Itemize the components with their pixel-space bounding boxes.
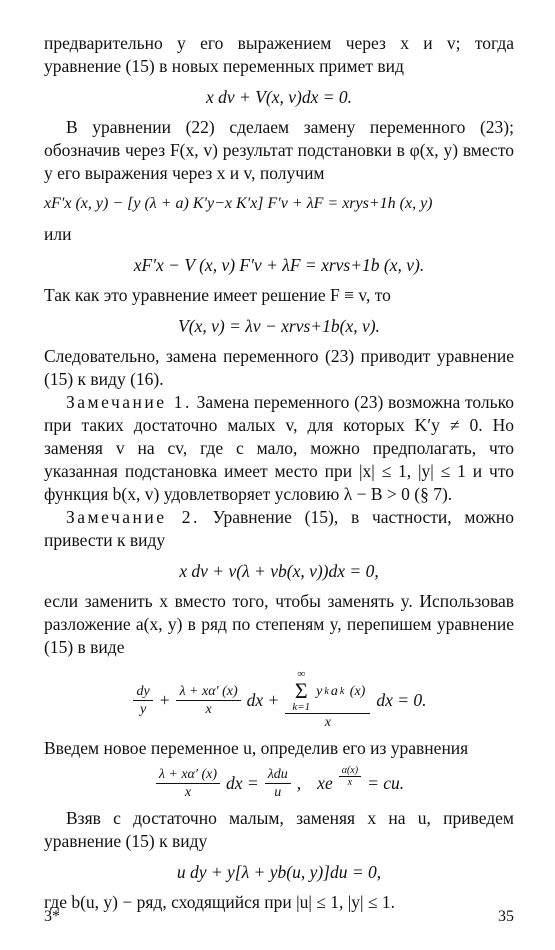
remark-1-title: Замечание 1. bbox=[66, 392, 192, 412]
equation-6: $\frac{dy}{y}$ + $\frac{\lambda + x\alpha' (x)}{x}$ dx + ∞ Σ k=1 y k a k (x) x dx = 0. bbox=[44, 669, 514, 731]
paragraph-7: Взяв c достаточно малым, заменяя x на u, приведем уравнение (15) к виду bbox=[44, 808, 514, 851]
page-number: 35 bbox=[498, 908, 514, 925]
paragraph-5: если заменить x вместо того, чтобы заменять y. Использовав разложение a(x, y) в ряд по степеням y, перепишем уравнение (15) в виде bbox=[44, 591, 514, 657]
remark-1 bbox=[44, 391, 514, 506]
remark-1-text: Замена переменного (23) возможна только при таких достаточно малых v, для которых K′y ≠ 0. Но заменяя v на cv, где c мало, можно предполагать, что указанная подстановка имеет место при |x| ≤ 1, |y| ≤ 1 и что функция b(x, v) удовлетворяет условию λ − B > 0 (§ 7). bbox=[44, 392, 514, 504]
paragraph-8: где b(u, y) − ряд, сходящийся при |u| ≤ 1, |y| ≤ 1. bbox=[44, 892, 395, 912]
remark-2-text: Уравнение (15), в частности, можно привести к виду bbox=[44, 507, 515, 550]
frac-sum: ∞ Σ k=1 y k a k (x) x bbox=[283, 669, 372, 731]
frac-du-u: $\frac{\text{λdu}}{u}$ bbox=[263, 766, 293, 801]
remark-2-title: Замечание 2. bbox=[66, 507, 200, 527]
frac-lambda: $\frac{\lambda + x\alpha' (x)}{x}$ bbox=[174, 683, 242, 718]
frac-lambda-2: $\frac{\lambda + x\alpha' (x)}{x}$ bbox=[154, 766, 222, 801]
page-footer bbox=[44, 908, 514, 926]
equation-2: xF′x (x, y) − [y (λ + a) K′y−x K′x] F′v + λF = xrys+1h (x, y) bbox=[44, 195, 433, 212]
exponent-frac: $\frac{\alpha(x)}{x}$ bbox=[337, 765, 363, 788]
equation-3: xF′x − V (x, v) F′v + λF = xrvs+1b (x, v). bbox=[133, 255, 425, 275]
paragraph-6: Введем новое переменное u, определив его из уравнения bbox=[44, 738, 469, 758]
equation-1: x dv + V(x, v)dx = 0. bbox=[205, 87, 353, 107]
paragraph-3: Так как это уравнение имеет решение F ≡ v, то bbox=[44, 285, 391, 305]
equation-5: x dv + v(λ + vb(x, v))dx = 0, bbox=[179, 561, 379, 581]
sum-symbol: ∞ Σ k=1 bbox=[292, 668, 311, 713]
frac-dy-y: $\frac{dy}{y}$ bbox=[131, 683, 154, 718]
equation-8: u dy + y[λ + yb(u, y)]du = 0, bbox=[176, 862, 382, 882]
signature-mark: 3* bbox=[44, 908, 60, 925]
word-ili: или bbox=[44, 224, 72, 244]
paragraph-2: В уравнении (22) сделаем замену переменного (23); обозначив через F(x, v) результат подстановки в φ(x, y) вместо y его выражения через x и v, получим bbox=[44, 117, 514, 183]
paragraph-1: предварительно y его выражением через x и v; тогда уравнение (15) в новых переменных примет вид bbox=[44, 33, 514, 76]
equation-4: V(x, v) = λv − xrvs+1b(x, v). bbox=[178, 316, 380, 336]
equation-7: $\frac{\lambda + x\alpha' (x)}{x}$ dx = $\frac{\text{λdu}}{u}$ , xe $\frac{\alpha(x)}{x}$ = cu. bbox=[44, 766, 514, 801]
paragraph-4: Следовательно, замена переменного (23) приводит уравнение (15) к виду (16). bbox=[44, 346, 514, 389]
remark-2 bbox=[44, 506, 514, 552]
page-content bbox=[44, 30, 514, 914]
